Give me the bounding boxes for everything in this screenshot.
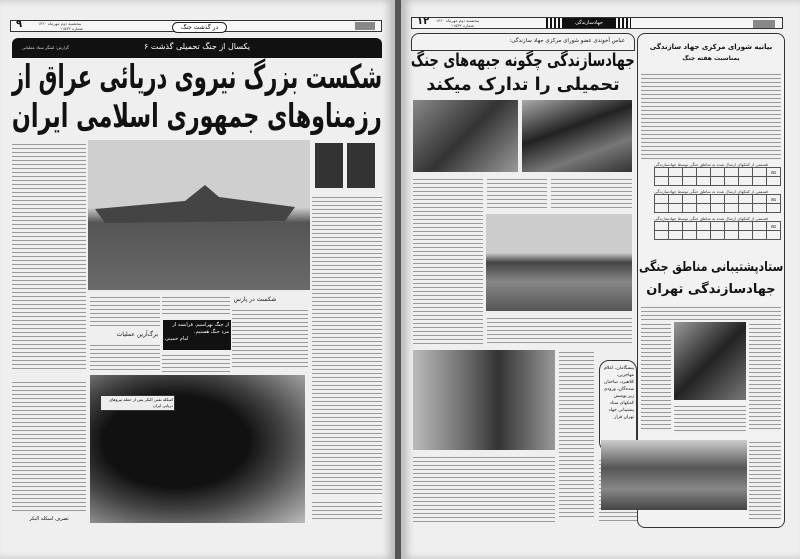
- issue: شماره ۱۱۵۳۲: [451, 23, 474, 28]
- text-column: [90, 295, 160, 327]
- statement-title: بیانیه شورای مرکزی جهاد سازندگی: [649, 43, 773, 51]
- text-column: [641, 305, 781, 320]
- table-row-label: کالا: [767, 168, 781, 177]
- table-title: قسمتی از کمکهای ارسال شده به مناطق جنگی توسط جهادسازندگی: [654, 189, 768, 194]
- statement-subtitle: بمناسبت هفته جنگ: [682, 55, 740, 62]
- issue: شماره ۱۱۵۳۲: [60, 26, 83, 31]
- kicker-text: عباس آخوندی عضو شورای مرکزی جهاد سازندگی:: [509, 38, 625, 44]
- headline2-line2: جهادسازندگی تهران: [646, 282, 776, 297]
- text-column: [232, 308, 308, 370]
- logo-icon: [753, 20, 775, 28]
- headline-line2-wrap: [409, 74, 637, 97]
- workshop-photo: [413, 350, 555, 450]
- text-column: [749, 322, 781, 432]
- headline-line2: تحمیلی را تدارک میکند: [426, 75, 620, 95]
- headline2-line1-wrap: [637, 258, 785, 278]
- headline-line2-wrap: [10, 97, 384, 135]
- text-column: [90, 343, 160, 370]
- subhead: برگ‌آرین عملیات: [116, 331, 158, 338]
- table-title: قسمتی از کمکهای ارسال شده به مناطق جنگی توسط جهادسازندگی: [654, 162, 768, 167]
- text-column: [749, 440, 781, 520]
- headline-line1-wrap: [409, 50, 637, 73]
- logo-icon: [355, 22, 375, 30]
- text-column: [487, 177, 547, 209]
- section-label: جهادسازندگی: [564, 18, 614, 28]
- table-row-label: کالا: [767, 222, 781, 231]
- small-image: [347, 143, 375, 188]
- subhead: شکست در پارس: [233, 296, 277, 303]
- page-number: ۹: [16, 19, 23, 30]
- quote-author: امام خمینی: [165, 336, 189, 342]
- headline2-line2-wrap: [637, 280, 785, 300]
- section-label: در گذشت جنگ: [172, 22, 227, 33]
- kicker-text: یکسال از جنگ تحمیلی گذشت ۶: [144, 42, 250, 51]
- quote-text: از جنگ نهراسیم. فرانسه از مرد جنگ هستیم.: [172, 322, 229, 335]
- note-box-text: پیشگامان، اعلام مهاجرین، کلاهبرد، صاحبان شده‌گان، ورودی زیر پوشش کمکهای ستاد پشتیبانی جهاد تهران قرار: [603, 366, 634, 420]
- text-column: [487, 316, 632, 346]
- volunteers-photo: [674, 322, 746, 400]
- text-column: [312, 195, 382, 495]
- small-image: [315, 143, 343, 188]
- statement-subtitle-wrap: [641, 54, 781, 64]
- bus-photo: [601, 440, 747, 510]
- text-column: [162, 353, 230, 372]
- headline-line1-wrap: [10, 58, 384, 96]
- text-column: [12, 142, 86, 372]
- text-column: [674, 404, 746, 434]
- date: پنجشنبه دوم مهرماه ۱۳۶۰: [436, 18, 480, 23]
- kicker-wrap: [415, 36, 631, 46]
- kicker-credit: گزارش: لشگر ستاد عملیاتی: [22, 45, 69, 50]
- date: پنجشنبه دوم مهرماه ۱۳۶۰: [38, 21, 82, 26]
- text-column: [312, 500, 382, 522]
- aid-tables: [641, 162, 781, 240]
- quote-box: [163, 320, 231, 350]
- text-column: [162, 295, 230, 315]
- statement-title-wrap: [641, 42, 781, 52]
- aid-table: [654, 194, 781, 213]
- left-newspaper-page: [0, 0, 395, 559]
- text-column: [641, 322, 671, 432]
- table-row-label: کالا: [767, 195, 781, 204]
- text-column: [12, 380, 86, 512]
- vehicle-repair-photo: [413, 100, 518, 172]
- headline-line2: رزمناوهای جمهوری اسلامی ایران: [12, 96, 382, 135]
- headline-line1: شکست بزرگ نیروی دریائی عراق از: [11, 57, 382, 96]
- page-number: ۱۲: [417, 16, 430, 27]
- right-newspaper-page: [401, 0, 800, 559]
- photo-caption: اسکله نفتی البکر پس از حمله نیروهای دریایی ایران: [100, 395, 175, 411]
- text-column: [559, 350, 594, 520]
- bottom-caption: تصرف اسکله البکر: [29, 516, 69, 522]
- text-column: [551, 177, 632, 209]
- text-column: [641, 72, 781, 160]
- headline2-line1: ستادپشتیبانی مناطق جنگی: [638, 260, 783, 275]
- aid-table: [654, 221, 781, 240]
- aid-table: [654, 167, 781, 186]
- rail-construction-photo: [522, 100, 632, 172]
- text-column: [413, 455, 555, 523]
- text-column: [413, 177, 483, 347]
- headline-line1: جهادسازندگی چگونه جبهه‌های جنگ: [411, 51, 635, 71]
- table-title: قسمتی از کمکهای ارسال شده به مناطق جنگی توسط جهادسازندگی: [654, 216, 768, 221]
